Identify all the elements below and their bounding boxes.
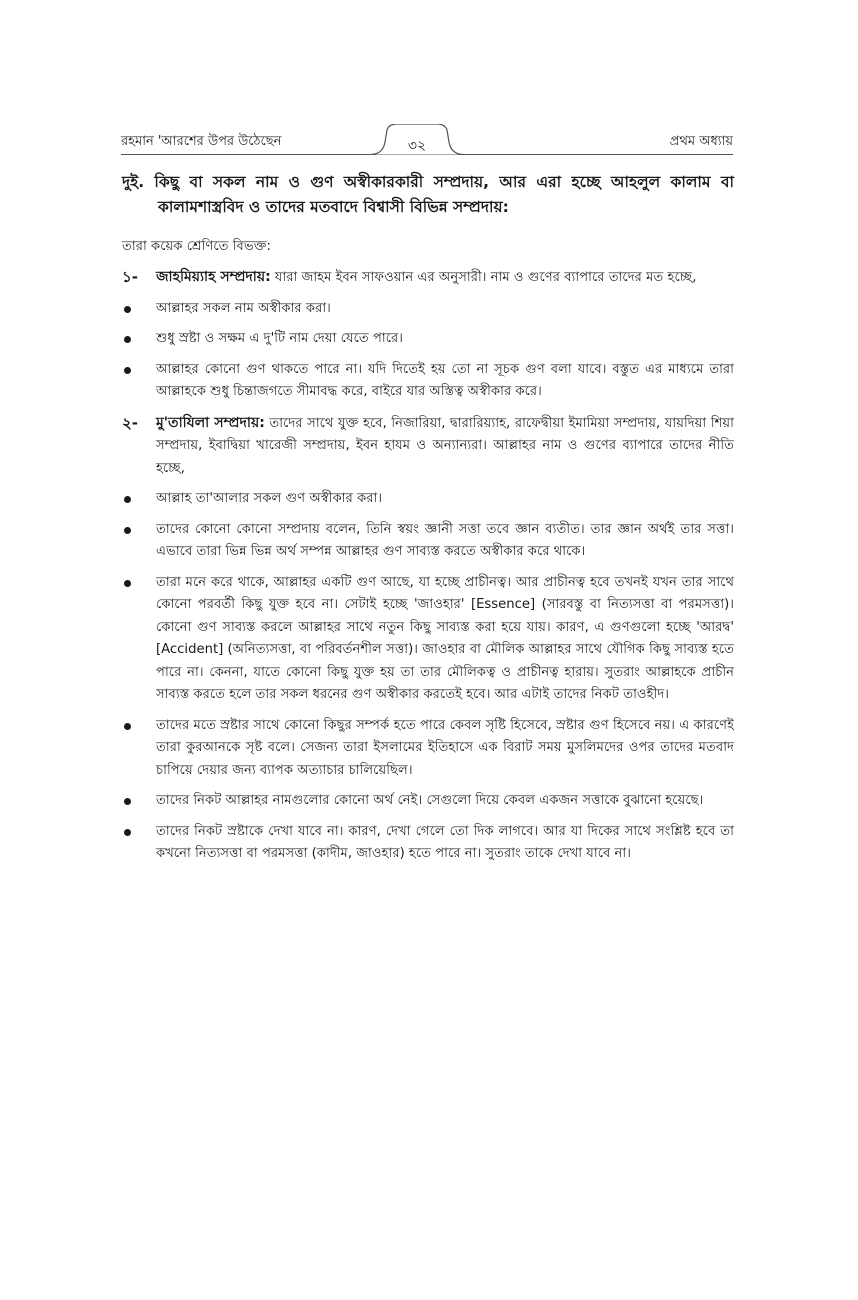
group-term: জাহমিয়্যাহ সম্প্রদায়:	[156, 269, 271, 285]
page-body	[122, 170, 734, 874]
list-item-text: তাদের নিকট স্রষ্টাকে দেখা যাবে না। কারণ, দেখা গেলে তো দিক লাগবে। আর যা দিকের সাথে সংশ্লিষ্ট হবে তা কখনো নিত্যসত্তা বা পরমসত্তা (কাদীম, জাওহার) হতে পারে না। সুতরাং তাকে দেখা যাবে না।	[156, 823, 734, 861]
group-item	[122, 412, 734, 481]
list-item	[122, 298, 734, 321]
bullet-icon	[124, 336, 131, 343]
bullet-icon	[124, 723, 131, 730]
list-item	[122, 790, 734, 813]
group-item	[122, 266, 734, 290]
list-item	[122, 359, 734, 404]
header-book-title: রহমান 'আরশের উপর উঠেছেন	[121, 134, 282, 149]
list-item	[122, 488, 734, 511]
list-item	[122, 821, 734, 866]
list-item	[122, 715, 734, 783]
running-header	[121, 128, 733, 155]
list-item-text: তারা মনে করে থাকে, আল্লাহর একটি গুণ আছে, যা হচ্ছে প্রাচীনত্ব। আর প্রাচীনত্ব হবে তখনই যখন তার সাথে কোনো পরবর্তী কিছু যুক্ত হবে না। সেটাই হচ্ছে 'জাওহার' [Essence] (সারবস্তু বা নিত্যসত্তা বা পরমসত্তা)। কোনো গুণ সাব্যস্ত করলে আল্লাহর সাথে নতুন কিছু সাব্যস্ত করা হয়ে যায়। কারণ, এ গুণগুলো হচ্ছে 'আরদ্ব' [Accident] (অনিত্যসত্তা, বা পরিবর্তনশীল সত্তা)। জাওহার বা মৌলিক আল্লাহর সাথে যৌগিক কিছু সাব্যস্ত হতে পারে না। কেননা, যাতে কোনো কিছু যুক্ত হয় তা তার মৌলিকত্ব ও প্রাচীনত্ব হারায়। সুতরাং আল্লাহকে প্রাচীন সাব্যস্ত করতে হলে তার সকল ধরনের গুণ অস্বীকার করতেই হবে। আর এটাই তাদের নিকট তাওহীদ।	[156, 574, 734, 702]
list-item	[122, 519, 734, 564]
group-number: ২-	[122, 413, 138, 432]
list-item-text: আল্লাহর সকল নাম অস্বীকার করা।	[156, 300, 331, 316]
bullet-icon	[124, 527, 131, 534]
bullet-icon	[124, 306, 131, 313]
list-item-text: শুধু স্রষ্টা ও সক্ষম এ দু'টি নাম দেয়া যেতে পারে।	[156, 331, 404, 346]
group-number: ১-	[122, 268, 138, 286]
group-description: যারা জাহম ইবন সাফওয়ান এর অনুসারী। নাম ও গুণের ব্যাপারে তাদের মত হচ্ছে,	[270, 270, 697, 285]
intro-text: তারা কয়েক শ্রেণিতে বিভক্ত:	[122, 239, 271, 254]
list-item-text: আল্লাহ তা'আলার সকল গুণ অস্বীকার করা।	[156, 491, 383, 506]
page-number: ৩২	[407, 138, 427, 154]
list-item-text: তাদের মতে স্রষ্টার সাথে কোনো কিছুর সম্পর্ক হতে পারে কেবল সৃষ্টি হিসেবে, স্রষ্টার গুণ হিসেবে নয়। এ কারণেই তারা কুরআনকে সৃষ্ট বলে। সেজন্য তারা ইসলামের ইতিহাসে এক বিরাট সময় মুসলিমদের ওপর তাদের মতবাদ চাপিয়ে দেয়ার জন্য ব্যাপক অত্যাচার চালিয়েছিল।	[156, 717, 734, 778]
list-item	[122, 328, 734, 351]
bullet-icon	[124, 496, 131, 503]
list-item-text: আল্লাহর কোনো গুণ থাকতে পারে না। যদি দিতেই হয় তো না সূচক গুণ বলা যাবে। বস্তুত এর মাধ্যমে তারা আল্লাহকে শুধু চিন্তাজগতে সীমাবদ্ধ করে, বাইরে যার অস্তিত্ব অস্বীকার করে।	[156, 361, 734, 399]
list-item	[122, 572, 734, 707]
group-description: তাদের সাথে যুক্ত হবে, নিজারিয়া, দ্বারারিয়্যাহ, রাফেদ্বীয়া ইমামিয়া সম্প্রদায়, যায়দিয়া শিয়া সম্প্রদায়, ইবাদ্বিয়া খারেজী সম্প্রদায়, ইবন হাযম ও অন্যান্যরা। আল্লাহর নাম ও গুণের ব্যাপারে তাদের নীতি হচ্ছে,	[156, 415, 734, 476]
list-item-text: তাদের কোনো কোনো সম্প্রদায় বলেন, তিনি স্বয়ং জ্ঞানী সত্তা তবে জ্ঞান ব্যতীত। তার জ্ঞান অর্থই তার সত্তা। এভাবে তারা ভিন্ন ভিন্ন অর্থ সম্পন্ন আল্লাহর গুণ সাব্যস্ত করতে অস্বীকার করে থাকে।	[156, 521, 734, 559]
header-chapter-title: প্রথম অধ্যায়	[669, 134, 733, 149]
list-item-text: তাদের নিকট আল্লাহর নামগুলোর কোনো অর্থ নেই। সেগুলো দিয়ে কেবল একজন সত্তাকে বুঝানো হয়েছে।	[156, 793, 704, 808]
bullet-icon	[124, 580, 131, 587]
section-heading: দুই. কিছু বা সকল নাম ও গুণ অস্বীকারকারী সম্প্রদায়, আর এরা হচ্ছে আহলুল কালাম বা কালামশাস্ত্রবিদ ও তাদের মতবাদে বিশ্বাসী বিভিন্ন সম্প্রদায়:	[122, 173, 734, 216]
group-term: মু'তাযিলা সম্প্রদায়:	[156, 414, 265, 431]
page-number-tab	[371, 124, 463, 154]
bullet-icon	[124, 798, 131, 805]
bullet-icon	[124, 367, 131, 374]
bullet-icon	[124, 829, 131, 836]
